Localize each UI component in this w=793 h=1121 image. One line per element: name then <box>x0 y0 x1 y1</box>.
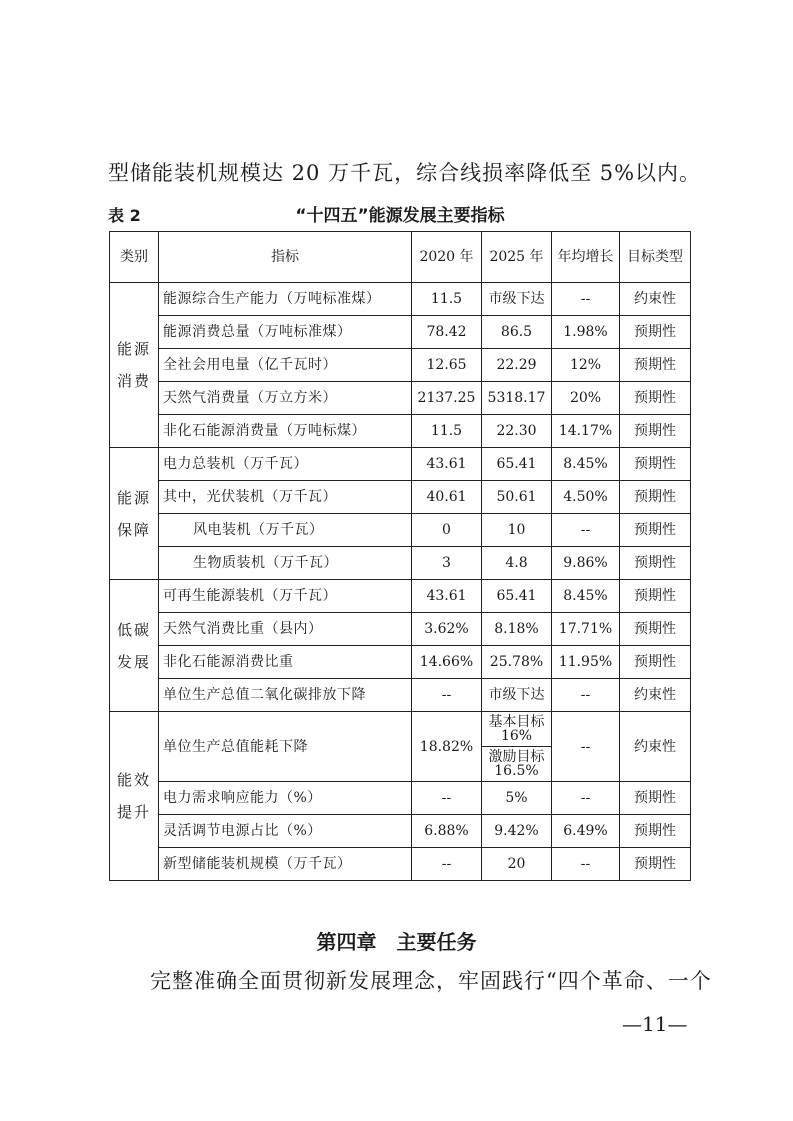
value-2025-cell: 65.41 <box>482 580 552 613</box>
type-cell: 预期性 <box>620 815 691 848</box>
type-cell: 预期性 <box>620 613 691 646</box>
header-type: 目标类型 <box>620 232 691 283</box>
table-row <box>110 580 691 613</box>
value-2020-cell: 12.65 <box>412 349 482 382</box>
page-number: —11— <box>622 1012 688 1036</box>
table-row <box>110 848 691 881</box>
value-2020-cell: -- <box>412 848 482 881</box>
value-2025-cell: 5% <box>482 782 552 815</box>
indicator-cell: 全社会用电量（亿千瓦时） <box>159 349 412 382</box>
table-row <box>110 448 691 481</box>
table-row <box>110 382 691 415</box>
type-cell: 预期性 <box>620 316 691 349</box>
type-cell: 预期性 <box>620 646 691 679</box>
value-2025-cell: 8.18% <box>482 613 552 646</box>
growth-cell: -- <box>552 514 620 547</box>
header-growth: 年均增长 <box>552 232 620 283</box>
type-cell: 预期性 <box>620 782 691 815</box>
table-row <box>110 782 691 815</box>
table-row <box>110 283 691 316</box>
indicator-cell: 生物质装机（万千瓦） <box>159 547 412 580</box>
value-2025-cell: 20 <box>482 848 552 881</box>
table-header-row <box>110 232 691 283</box>
incentive-target-label: 激励目标 <box>488 749 545 765</box>
growth-cell: 17.71% <box>552 613 620 646</box>
value-2020-cell: 40.61 <box>412 481 482 514</box>
growth-cell: 8.45% <box>552 580 620 613</box>
table-row <box>110 646 691 679</box>
table-row <box>110 815 691 848</box>
incentive-target <box>482 747 551 781</box>
value-2025-cell: 市级下达 <box>482 283 552 316</box>
value-2025-cell: 4.8 <box>482 547 552 580</box>
indicator-cell: 电力需求响应能力（%） <box>159 782 412 815</box>
value-2025-cell: 市级下达 <box>482 679 552 712</box>
value-2020-cell: -- <box>412 679 482 712</box>
value-2020-cell: 0 <box>412 514 482 547</box>
indicator-cell: 单位生产总值能耗下降 <box>159 712 412 782</box>
type-cell: 预期性 <box>620 547 691 580</box>
chapter-heading: 第四章 主要任务 <box>316 930 477 954</box>
indicator-cell: 单位生产总值二氧化碳排放下降 <box>159 679 412 712</box>
indicator-cell: 新型储能装机规模（万千瓦） <box>159 848 412 881</box>
category-cell: 能效提升 <box>110 712 159 881</box>
value-2020-cell: 18.82% <box>412 712 482 782</box>
growth-cell: 11.95% <box>552 646 620 679</box>
growth-cell: 1.98% <box>552 316 620 349</box>
header-indicator: 指标 <box>159 232 412 283</box>
value-2020-cell: 2137.25 <box>412 382 482 415</box>
basic-target <box>482 712 551 747</box>
category-cell: 能源保障 <box>110 448 159 580</box>
growth-cell: 14.17% <box>552 415 620 448</box>
value-2020-cell: 78.42 <box>412 316 482 349</box>
table-row <box>110 712 691 782</box>
value-2020-cell: -- <box>412 782 482 815</box>
incentive-target-value: 16.5% <box>494 763 539 779</box>
table-row <box>110 547 691 580</box>
type-cell: 预期性 <box>620 415 691 448</box>
table-title: “十四五”能源发展主要指标 <box>295 206 505 226</box>
header-category: 类别 <box>110 232 159 283</box>
table-row <box>110 679 691 712</box>
growth-cell: 9.86% <box>552 547 620 580</box>
value-2025-cell: 65.41 <box>482 448 552 481</box>
growth-cell: -- <box>552 283 620 316</box>
indicator-cell: 电力总装机（万千瓦） <box>159 448 412 481</box>
indicator-cell: 灵活调节电源占比（%） <box>159 815 412 848</box>
indicator-cell: 非化石能源消费量（万吨标煤） <box>159 415 412 448</box>
value-2025-cell: 25.78% <box>482 646 552 679</box>
value-2020-cell: 6.88% <box>412 815 482 848</box>
value-2020-cell: 43.61 <box>412 580 482 613</box>
table-row <box>110 613 691 646</box>
basic-target-value: 16% <box>500 728 533 744</box>
type-cell: 预期性 <box>620 349 691 382</box>
type-cell: 预期性 <box>620 382 691 415</box>
indicator-cell: 非化石能源消费比重 <box>159 646 412 679</box>
value-2025-cell: 86.5 <box>482 316 552 349</box>
indicator-cell: 其中，光伏装机（万千瓦） <box>159 481 412 514</box>
value-2020-cell: 3.62% <box>412 613 482 646</box>
growth-cell: 6.49% <box>552 815 620 848</box>
table-row <box>110 415 691 448</box>
value-2025-split-cell <box>482 712 552 782</box>
category-cell: 能源消费 <box>110 283 159 448</box>
value-2020-cell: 43.61 <box>412 448 482 481</box>
value-2020-cell: 3 <box>412 547 482 580</box>
basic-target-label: 基本目标 <box>488 714 545 730</box>
type-cell: 约束性 <box>620 283 691 316</box>
intro-text: 型储能装机规模达 20 万千瓦，综合线损率降低至 5%以内。 <box>108 161 702 185</box>
growth-cell: -- <box>552 848 620 881</box>
header-2025: 2025 年 <box>482 232 552 283</box>
growth-cell: 4.50% <box>552 481 620 514</box>
value-2025-cell: 5318.17 <box>482 382 552 415</box>
type-cell: 约束性 <box>620 679 691 712</box>
header-2020: 2020 年 <box>412 232 482 283</box>
value-2020-cell: 14.66% <box>412 646 482 679</box>
type-cell: 预期性 <box>620 481 691 514</box>
growth-cell: 20% <box>552 382 620 415</box>
value-2020-cell: 11.5 <box>412 283 482 316</box>
table-row <box>110 316 691 349</box>
indicator-cell: 天然气消费比重（县内） <box>159 613 412 646</box>
indicator-table <box>109 231 691 881</box>
value-2025-cell: 22.30 <box>482 415 552 448</box>
table-label: 表 2 <box>108 206 141 225</box>
growth-cell: -- <box>552 712 620 782</box>
growth-cell: 12% <box>552 349 620 382</box>
type-cell: 预期性 <box>620 580 691 613</box>
table-row <box>110 481 691 514</box>
value-2020-cell: 11.5 <box>412 415 482 448</box>
indicator-cell: 能源综合生产能力（万吨标准煤） <box>159 283 412 316</box>
type-cell: 约束性 <box>620 712 691 782</box>
value-2025-cell: 9.42% <box>482 815 552 848</box>
type-cell: 预期性 <box>620 448 691 481</box>
indicator-cell: 可再生能源装机（万千瓦） <box>159 580 412 613</box>
growth-cell: -- <box>552 782 620 815</box>
table-row <box>110 349 691 382</box>
indicator-cell: 能源消费总量（万吨标准煤） <box>159 316 412 349</box>
indicator-cell: 风电装机（万千瓦） <box>159 514 412 547</box>
indicator-cell: 天然气消费量（万立方米） <box>159 382 412 415</box>
value-2025-cell: 50.61 <box>482 481 552 514</box>
type-cell: 预期性 <box>620 514 691 547</box>
growth-cell: 8.45% <box>552 448 620 481</box>
value-2025-cell: 22.29 <box>482 349 552 382</box>
value-2025-cell: 10 <box>482 514 552 547</box>
growth-cell: -- <box>552 679 620 712</box>
table-row <box>110 514 691 547</box>
type-cell: 预期性 <box>620 848 691 881</box>
category-cell: 低碳发展 <box>110 580 159 712</box>
body-paragraph: 完整准确全面贯彻新发展理念，牢固践行“四个革命、一个 <box>150 969 712 993</box>
